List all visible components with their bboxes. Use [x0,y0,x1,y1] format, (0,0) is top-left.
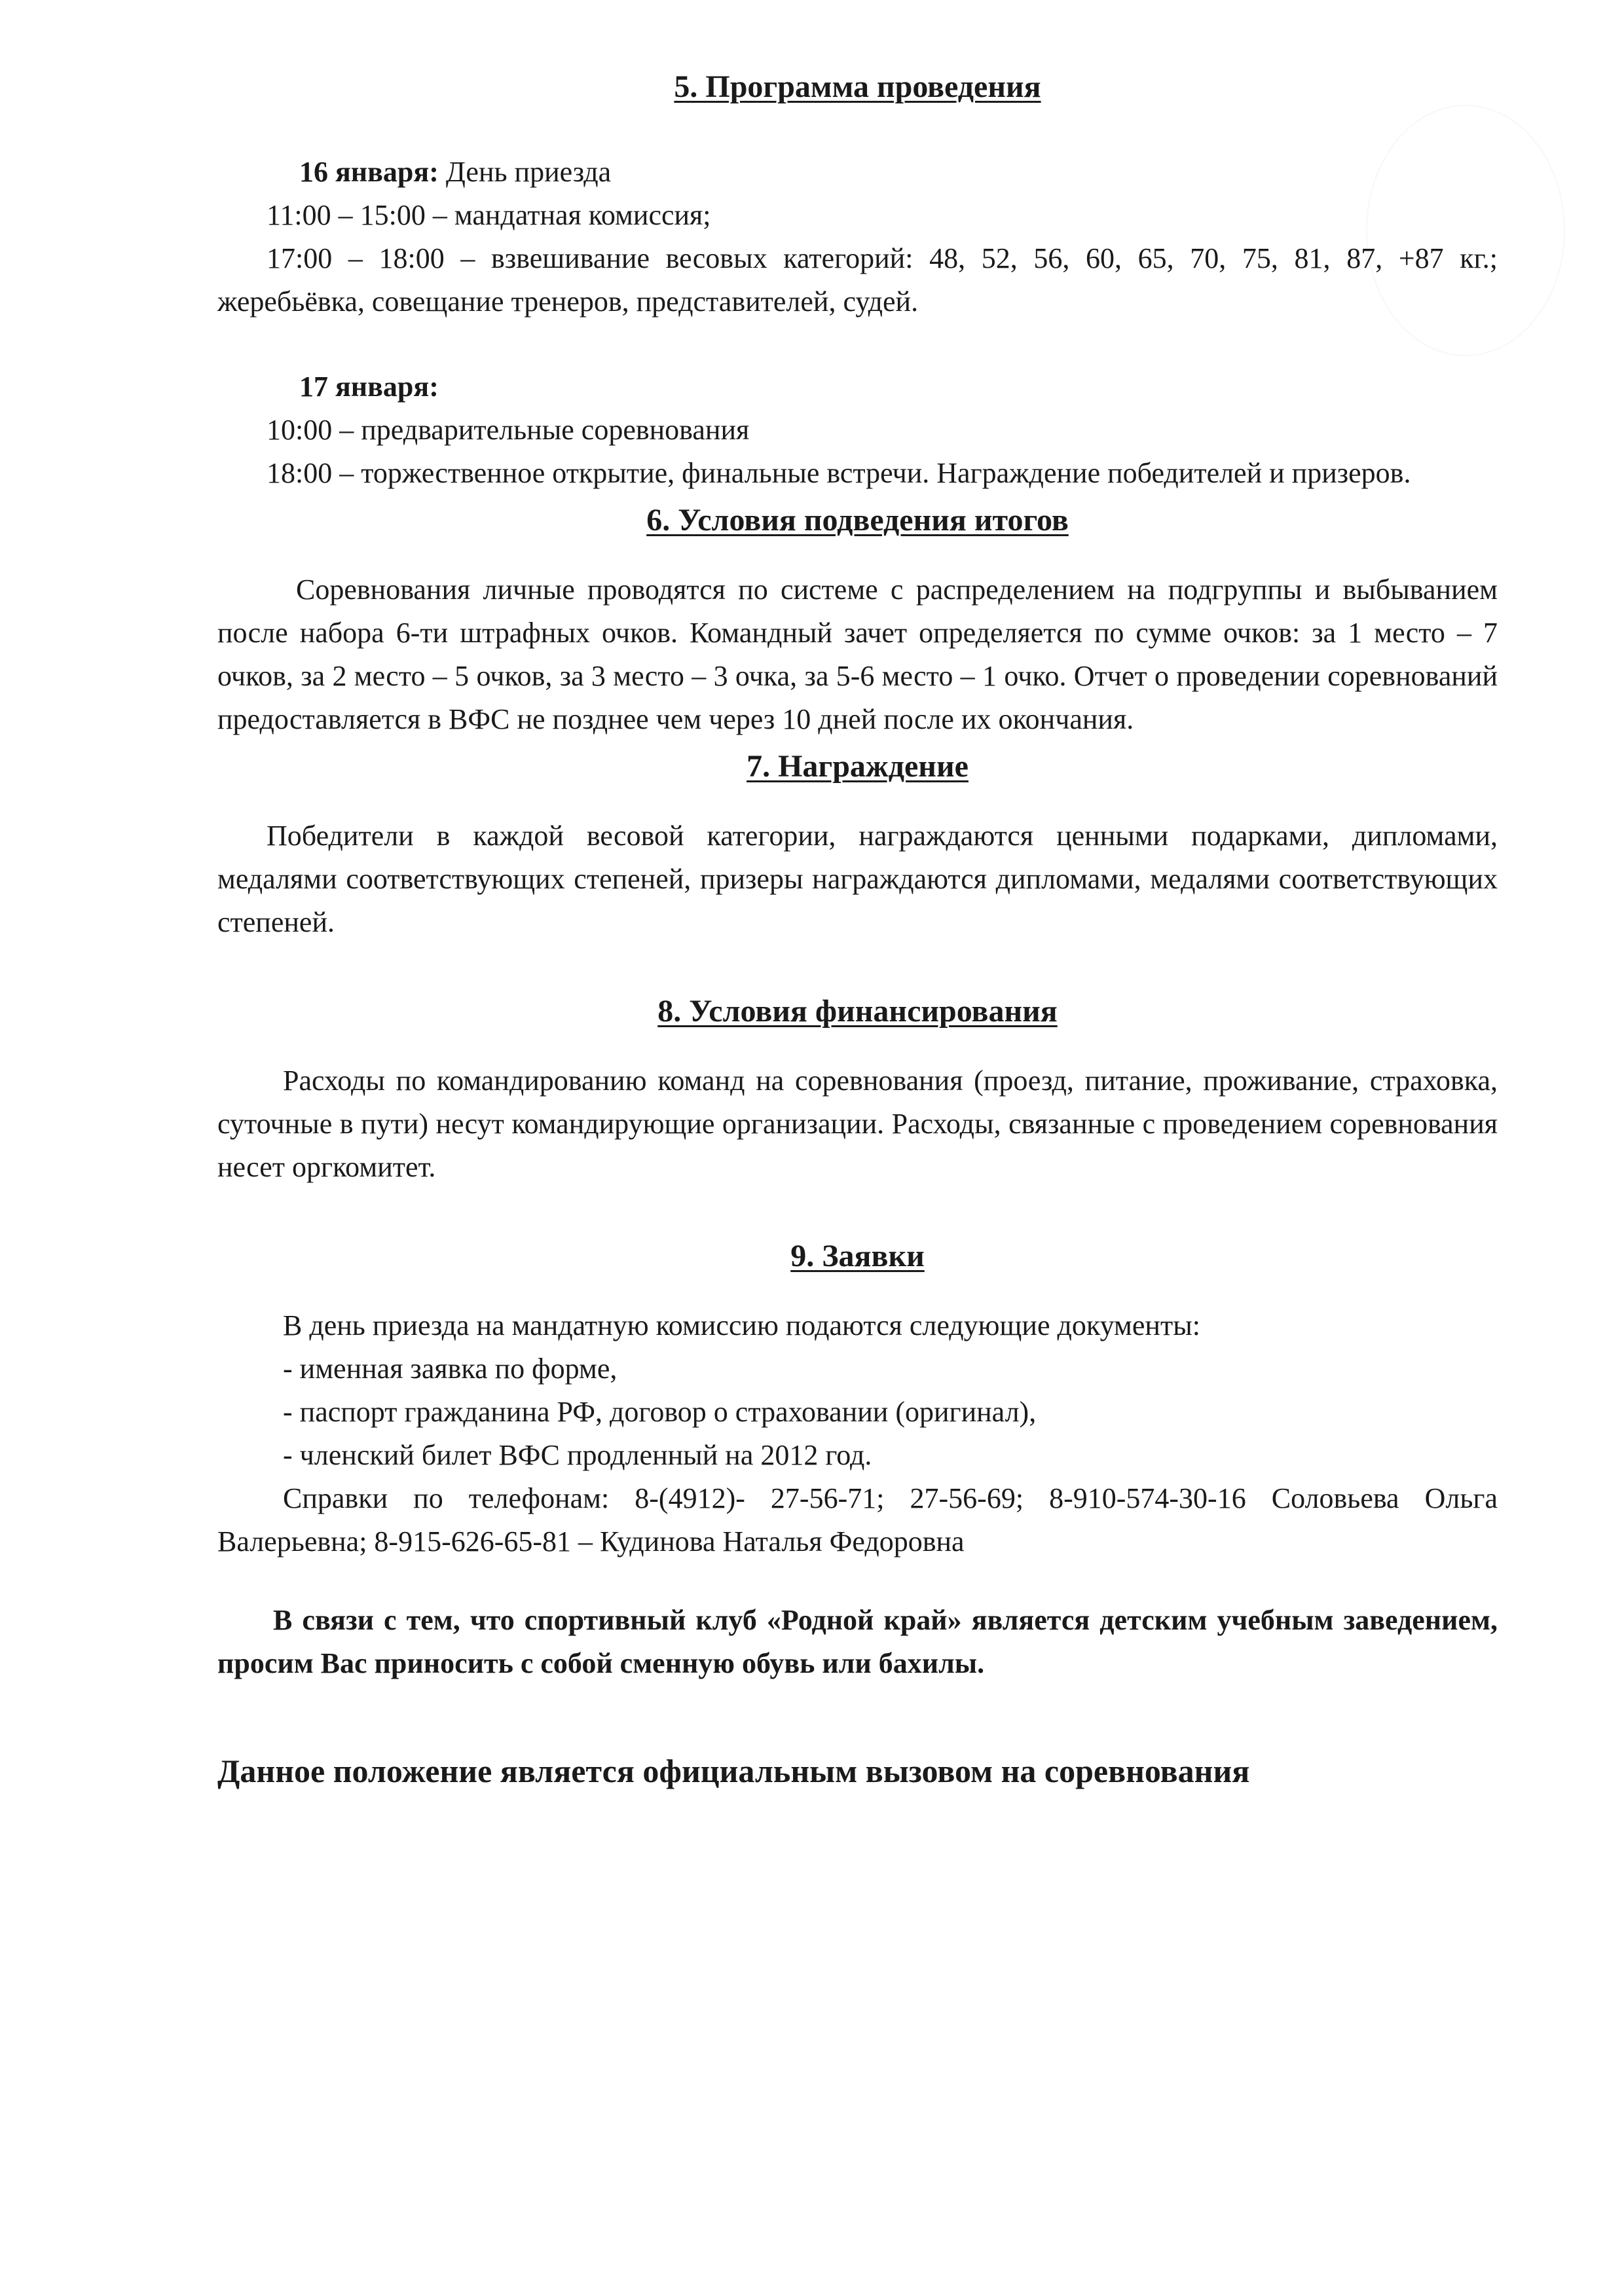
section-8-title: 8. Условия финансирования [657,994,1058,1029]
final-call: Данное положение является официальным вызовом на соревнования [217,1753,1250,1789]
section-9-item: - членский билет ВФС продленный на 2012 год. [283,1439,872,1471]
spacer [217,1033,1498,1059]
day-1-line-1: 11:00 – 15:00 – мандатная комиссия; [267,199,711,231]
day-1-line-2: 17:00 – 18:00 – взвешивание весовых категорий: 48, 52, 56, 60, 65, 70, 75, 81, 87, +87 кг.; жеребьёвка, совещание тренеров, представителей, судей. [217,242,1498,318]
document-body [217,65,1498,1793]
section-5-title: 5. Программа проведения [674,69,1041,104]
section-7-title: 7. Награждение [747,749,969,784]
section-7-text: Победители в каждой весовой категории, награждаются ценными подарками, дипломами, медалями соответствующих степеней, призеры награждаются дипломами, медалями соответствующих степеней. [217,820,1498,938]
day-2-line-2: 18:00 – торжественное открытие, финальные встречи. Награждение победителей и призеров. [267,457,1411,489]
spacer [217,1685,1498,1749]
spacer [217,1189,1498,1235]
day-2-line-1: 10:00 – предварительные соревнования [267,414,750,446]
section-6-text: Соревнования личные проводятся по системе с распределением на подгруппы и выбыванием после набора 6-ти штрафных очков. Командный зачет определяется по сумме очков: за 1 место – 7 очков, за 2 место – 5 очков, за 3 место – 3 очка, за 5-6 место – 1 очко. Отчет о проведении соревнований предоставляется в ВФС не позднее чем через 10 дней после их окончания. [217,574,1498,735]
spacer [217,323,1498,365]
spacer [217,1563,1498,1599]
day-1-label: 16 января: [299,156,439,188]
day-2-label: 17 января: [299,371,439,403]
spacer [217,788,1498,814]
section-9-contacts: Справки по телефонам: 8-(4912)- 27-56-71; 27-56-69; 8-910-574-30-16 Соловьева Ольга Валерьевна; 8-915-626-65-81 – Кудинова Наталья Федоровна [217,1482,1498,1558]
notice-text: В связи с тем, что спортивный клуб «Родной край» является детским учебным заведением, просим Вас приносить с собой сменную обувь или бахилы. [217,1604,1498,1679]
day-1-text: День приезда [438,156,612,188]
section-9-item: - именная заявка по форме, [283,1353,618,1385]
section-9-intro: В день приезда на мандатную комиссию подаются следующие документы: [283,1309,1200,1341]
spacer [217,944,1498,990]
spacer [217,1278,1498,1304]
spacer [217,542,1498,568]
spacer [217,109,1498,151]
section-9-item: - паспорт гражданина РФ, договор о страховании (оригинал), [283,1396,1037,1428]
section-8-text: Расходы по командированию команд на соревнования (проезд, питание, проживание, страховка, суточные в пути) несут командирующие организации. Расходы, связанные с проведением соревнования несет оргкомитет. [217,1065,1498,1183]
day-1-header [217,151,1498,194]
day-2-header [217,365,1498,409]
section-6-title: 6. Условия подведения итогов [646,503,1069,538]
section-9-title: 9. Заявки [790,1239,925,1273]
